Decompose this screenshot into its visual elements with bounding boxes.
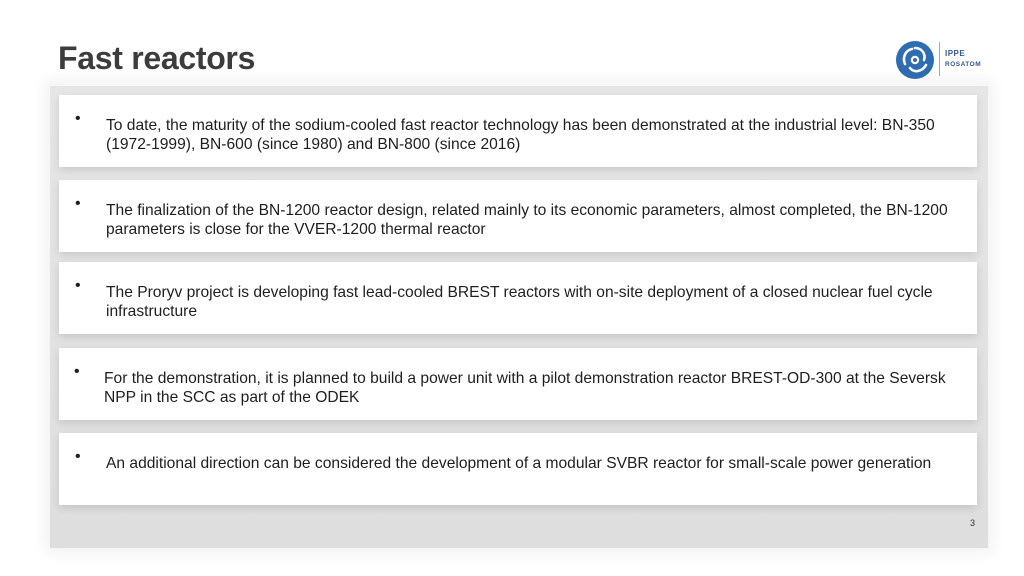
ippe-rosatom-logo <box>895 38 995 82</box>
bullet-text: The Proryv project is developing fast lead-cooled BREST reactors with on-site deployment of a closed nuclear fuel cycle infrastructure <box>106 284 933 320</box>
bullet-marker: • <box>75 277 81 294</box>
bullet-card <box>59 95 977 167</box>
content-panel <box>50 86 988 548</box>
rosatom-atom-icon <box>895 40 935 80</box>
bullet-text: An additional direction can be considered the development of a modular SVBR reactor for small-scale power generation <box>106 455 932 472</box>
page-number: 3 <box>970 518 976 528</box>
bullet-card <box>59 262 977 334</box>
bullet-text: The finalization of the BN-1200 reactor design, related mainly to its economic parameters, almost completed, the BN-1200 parameters is close for the VVER-1200 thermal reactor <box>106 202 948 238</box>
bullet-text: To date, the maturity of the sodium-cooled fast reactor technology has been demonstrated at the industrial level: BN-350 (1972-1999), BN-600 (since 1980) and BN-800 (since 2016) <box>106 117 935 153</box>
logo-text-rosatom: ROSATOM <box>945 61 982 68</box>
bullet-marker: • <box>74 363 80 380</box>
bullet-card <box>59 180 977 252</box>
bullet-marker: • <box>75 195 81 212</box>
bullet-text: For the demonstration, it is planned to build a power unit with a pilot demonstration reactor BREST-OD-300 at the Seversk NPP in the SCC as part of the ODEK <box>104 370 946 406</box>
bullet-card <box>59 348 977 420</box>
bullet-marker: • <box>75 110 81 127</box>
logo-divider <box>939 42 940 76</box>
slide-title: Fast reactors <box>58 40 256 76</box>
logo-text-ippe: IPPE <box>945 49 966 58</box>
bullet-marker: • <box>75 448 81 465</box>
bullet-card <box>59 433 977 505</box>
